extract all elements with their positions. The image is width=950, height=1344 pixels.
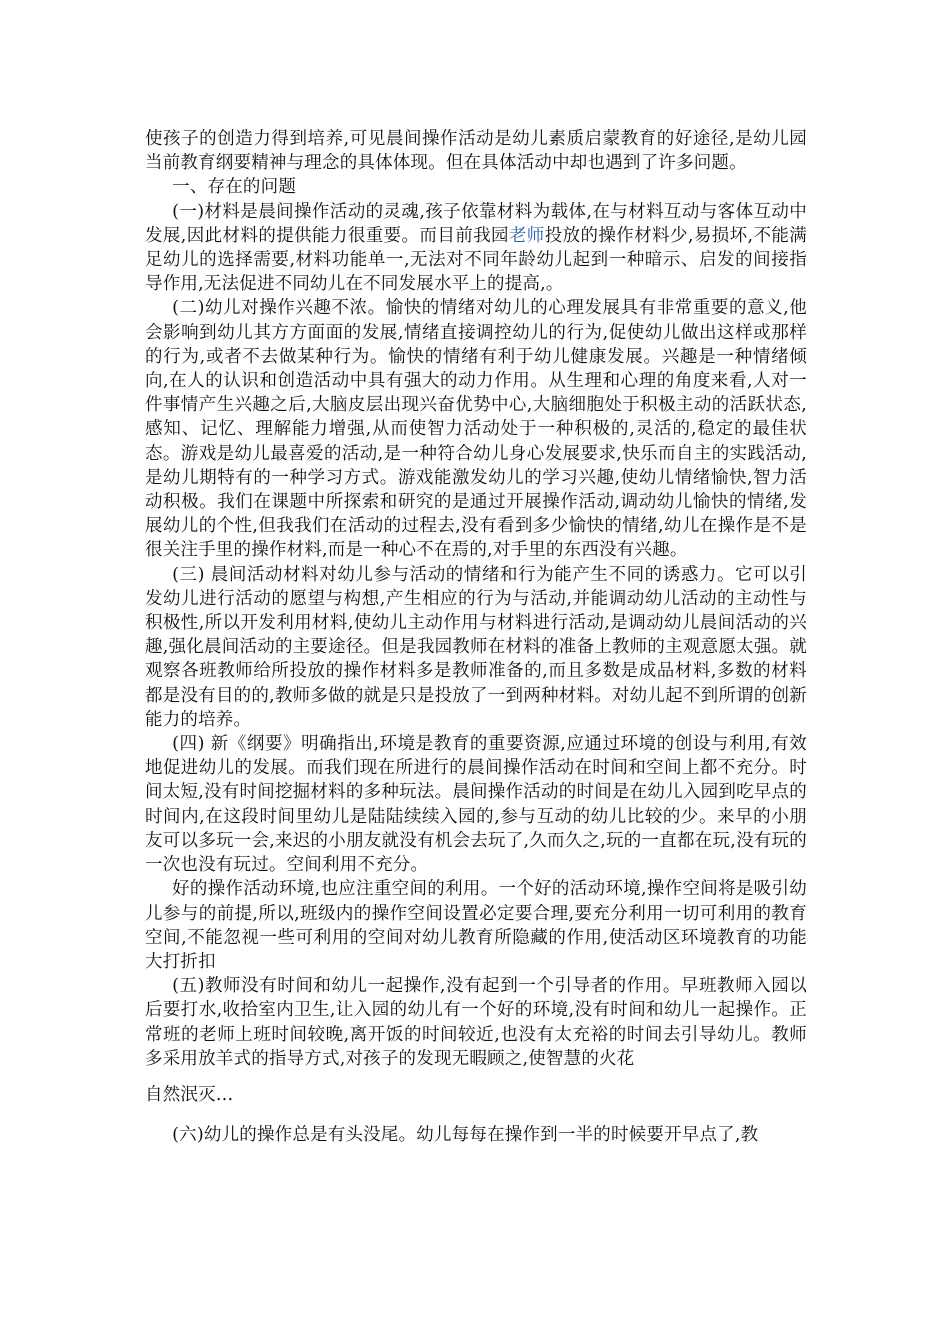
- paragraph-problem-1-text-a: (一)材料是晨间操作活动的灵魂,孩子依靠材料为载体,在与材料互动与客体互动中发展,因此材料的提供能力很重要。而目前我园: [145, 201, 807, 246]
- paragraph-space: 好的操作活动环境,也应注重空间的利用。一个好的活动环境,操作空间将是吸引幼儿参与的前提,所以,班级内的操作空间设置必定要合理,要充分利用一切可利用的教育空间,不能忽视一些可利用的空间对幼儿教育所隐藏的作用,使活动区环境教育的功能大打折扣: [145, 879, 807, 972]
- section-heading: 一、存在的问题: [172, 177, 297, 198]
- body-text: [145, 127, 807, 1147]
- paragraph-problem-4: (四) 新《纲要》明确指出,环境是教育的重要资源,应通过环境的创设与利用,有效地促进幼儿的发展。而我们现在所进行的晨间操作活动在时间和空间上都不充分。时间太短,没有时间挖掘材料的多种玩法。晨间操作活动的时间是在幼儿入园到吃早点的时间内,在这段时间里幼儿是陆陆续续入园的,参与互动的幼儿比较的少。来早的小朋友可以多玩一会,来迟的小朋友就没有机会去玩了,久而久之,玩的一直都在玩,没有玩的一次也没有玩过。空间利用不充分。: [145, 734, 807, 876]
- paragraph-continuation: 自然泯灭…: [145, 1084, 234, 1105]
- paragraph-problem-3: (三) 晨间活动材料对幼儿参与活动的情绪和行为能产生不同的诱惑力。它可以引发幼儿进行活动的愿望与构想,产生相应的行为与活动,并能调动幼儿活动的主动性与积极性,所以开发利用材料,使幼儿主动作用与材料进行活动,是调动幼儿晨间活动的兴趣,强化晨间活动的主要途径。但是我园教师在材料的准备上教师的主观意愿太强。就观察各班教师给所投放的操作材料多是教师准备的,而且多数是成品材料,多数的材料都是没有目的的,教师多做的就是只是投放了一到两种材料。对幼儿起不到所谓的创新能力的培养。: [145, 564, 807, 730]
- paragraph-problem-1: [145, 200, 807, 297]
- teacher-link[interactable]: 老师: [508, 225, 545, 246]
- paragraph-problem-5: (五)教师没有时间和幼儿一起操作,没有起到一个引导者的作用。早班教师入园以后要打水,收拾室内卫生,让入园的幼儿有一个好的环境,没有时间和幼儿一起操作。正常班的老师上班时间较晚,离开饭的时间较近,也没有太充裕的时间去引导幼儿。教师多采用放羊式的指导方式,对孩子的发现无暇顾之,使智慧的火花: [145, 976, 807, 1069]
- paragraph-problem-6: (六)幼儿的操作总是有头没尾。幼儿每每在操作到一半的时候要开早点了,教: [172, 1125, 759, 1146]
- paragraph-problem-1-text-b: 投放的操作材料少,易损坏,不能满足幼儿的选择需要,材料功能单一,无法对不同年龄幼儿起到一种暗示、启发的间接指导作用,无法促进不同幼儿在不同发展水平上的提高,。: [145, 225, 807, 295]
- paragraph-intro: 使孩子的创造力得到培养,可见晨间操作活动是幼儿素质启蒙教育的好途径,是幼儿园当前教育纲要精神与理念的具体体现。但在具体活动中却也遇到了许多问题。: [145, 129, 807, 174]
- paragraph-problem-2: (二)幼儿对操作兴趣不浓。愉快的情绪对幼儿的心理发展具有非常重要的意义,他会影响到幼儿其方方面面的发展,情绪直接调控幼儿的行为,促使幼儿做出这样或那样的行为,或者不去做某种行为。愉快的情绪有利于幼儿健康发展。兴趣是一种情绪倾向,在人的认识和创造活动中具有强大的动力作用。从生理和心理的角度来看,人对一件事情产生兴趣之后,大脑皮层出现兴奋优势中心,大脑细胞处于积极主动的活跃状态,感知、记忆、理解能力增强,从而使智力活动处于一种积极的,灵活的,稳定的最佳状态。游戏是幼儿最喜爱的活动,是一种符合幼儿身心发展要求,快乐而自主的实践活动,是幼儿期特有的一种学习方式。游戏能激发幼儿的学习兴趣,使幼儿情绪愉快,智力活动积极。我们在课题中所探索和研究的是通过开展操作活动,调动幼儿愉快的情绪,发展幼儿的个性,但我我们在活动的过程去,没有看到多少愉快的情绪,幼儿在操作是不是很关注手里的操作材料,而是一种心不在焉的,对手里的东西没有兴趣。: [145, 298, 807, 561]
